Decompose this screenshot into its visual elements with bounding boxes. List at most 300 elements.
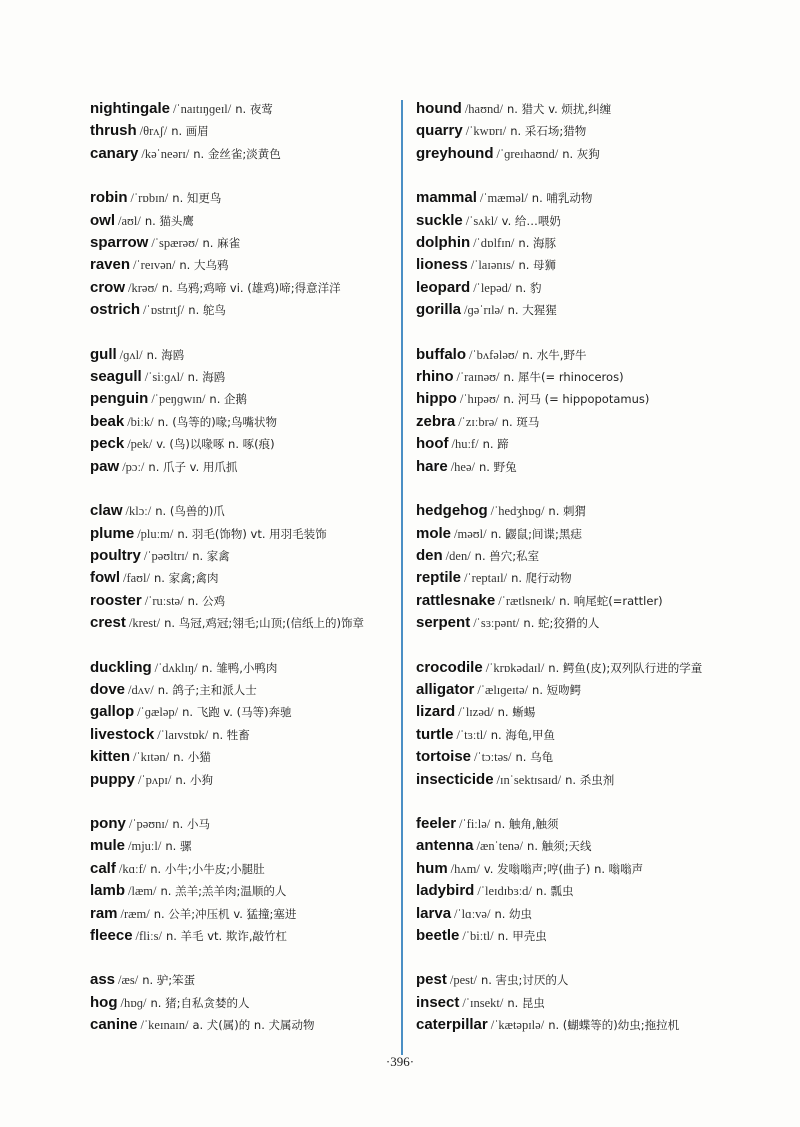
definition: n. 牲畜 [212, 727, 250, 742]
headword: rooster [90, 591, 142, 609]
dictionary-entry [90, 1014, 396, 1036]
column-divider [401, 100, 403, 1055]
headword: tortoise [416, 748, 472, 766]
definition: n. 鼹鼠;间谍;黑痣 [490, 526, 582, 541]
headword: pony [90, 814, 126, 832]
definition: n. 海鸥 [146, 347, 185, 362]
dictionary-entry [416, 433, 788, 455]
dictionary-entry [90, 880, 396, 902]
definition: n. (鸟兽的)爪 [155, 504, 225, 519]
headword: turtle [416, 725, 454, 743]
entry-group [416, 344, 788, 478]
phonetic: /ˈɪnsekt/ [462, 995, 504, 1010]
headword: sparrow [90, 234, 149, 252]
phonetic: /ɡʌl/ [119, 347, 143, 362]
phonetic: /pluːm/ [137, 526, 174, 541]
dictionary-entry [90, 567, 396, 589]
definition: n. 羽毛(饰物) vt. 用羽毛装饰 [177, 526, 327, 541]
phonetic: /klɔː/ [125, 504, 152, 519]
phonetic: /ˈkeɪnaɪn/ [140, 1018, 189, 1033]
dictionary-entry [90, 120, 396, 142]
phonetic: /haʊnd/ [464, 102, 503, 116]
definition: n. 羊毛 vt. 欺诈,敲竹杠 [165, 929, 287, 943]
phonetic: /mjuːl/ [128, 839, 162, 854]
headword: hedgehog [416, 502, 488, 520]
dictionary-entry [416, 567, 788, 589]
headword: hog [90, 993, 118, 1011]
dictionary-entry [416, 500, 788, 522]
headword: dolphin [416, 234, 471, 252]
definition: n. 爬行动物 [511, 571, 572, 586]
phonetic: /ˈælɪɡeɪtə/ [477, 682, 529, 697]
headword: rhino [416, 368, 454, 386]
phonetic: /ˈlaɪvstɒk/ [157, 727, 209, 742]
definition: n. 爪子 v. 用爪抓 [148, 459, 238, 474]
dictionary-entry [416, 724, 788, 746]
definition: n. 猪;自私贪婪的人 [150, 995, 250, 1010]
definition: n. 母狮 [518, 258, 557, 273]
phonetic: /krest/ [128, 616, 161, 631]
dictionary-entry [416, 210, 788, 232]
dictionary-entry [90, 366, 396, 388]
dictionary-entry [416, 835, 788, 857]
headword: insecticide [416, 770, 494, 788]
phonetic: /kɑːf/ [118, 861, 147, 876]
phonetic: /ˈrætlsneɪk/ [498, 593, 556, 608]
phonetic: /pest/ [449, 973, 477, 988]
headword: beetle [416, 927, 460, 944]
definition: n. 家禽;禽肉 [154, 571, 219, 586]
dictionary-entry [90, 769, 396, 791]
phonetic: /ræm/ [120, 906, 150, 921]
headword: nightingale [90, 100, 170, 117]
headword: quarry [416, 122, 463, 140]
dictionary-entry [90, 299, 396, 321]
phonetic: /ˈspærəʊ/ [151, 236, 199, 251]
dictionary-entry [416, 523, 788, 545]
phonetic: /ˈbʌfələʊ/ [469, 347, 519, 362]
phonetic: /θrʌʃ/ [139, 124, 168, 139]
phonetic: /ˈpʌpɪ/ [138, 772, 172, 787]
headword: hippo [416, 390, 457, 408]
definition: n. 小马 [172, 816, 210, 831]
phonetic: /ˈpeŋɡwɪn/ [151, 392, 206, 407]
phonetic: /ˈrɒbɪn/ [130, 191, 169, 206]
entry-group [90, 344, 396, 478]
headword: ostrich [90, 301, 141, 319]
dictionary-entry [416, 254, 788, 276]
headword: antenna [416, 837, 474, 855]
phonetic: /huːf/ [451, 437, 479, 452]
definition: n. 刺猬 [548, 504, 587, 519]
phonetic: /ˈkrɒkədaɪl/ [485, 660, 545, 675]
headword: hum [416, 859, 448, 877]
phonetic: /ˈhɪpəʊ/ [459, 392, 500, 407]
definition: n. 海豚 [518, 236, 557, 251]
phonetic: /ˈlaɪənɪs/ [470, 258, 515, 273]
headword: suckle [416, 211, 463, 229]
definition: n. 公羊;冲压机 v. 猛撞;塞进 [153, 906, 297, 921]
phonetic: /biːk/ [127, 414, 154, 429]
entry-group [90, 969, 396, 1036]
dictionary-entry [416, 299, 788, 321]
entry-group [416, 98, 788, 165]
dictionary-entry [90, 344, 396, 366]
dictionary-entry [90, 679, 396, 701]
headword: insect [416, 993, 460, 1011]
definition: n. 羔羊;羔羊肉;温顺的人 [160, 884, 287, 899]
phonetic: /ˈpəʊltrɪ/ [143, 548, 189, 563]
entry-group [416, 187, 788, 321]
definition: n. 小牛;小牛皮;小腿肚 [150, 861, 265, 876]
definition: n. 海龟,甲鱼 [490, 727, 556, 742]
dictionary-entry [416, 701, 788, 723]
headword: ladybird [416, 882, 475, 900]
definition: n. 麻雀 [202, 236, 241, 251]
definition: n. 兽穴;私室 [474, 548, 540, 563]
phonetic: /æs/ [118, 973, 139, 988]
definition: n. 响尾蛇(=rattler) [559, 593, 663, 608]
definition: n. 短吻鳄 [532, 682, 582, 697]
headword: canary [90, 144, 139, 162]
dictionary-entry [90, 523, 396, 545]
headword: fleece [90, 927, 133, 944]
definition: n. 鳄鱼(皮);双列队行进的学童 [548, 660, 703, 675]
entry-group [416, 969, 788, 1036]
definition: n. 哺乳动物 [531, 191, 593, 206]
phonetic: /pɔː/ [122, 459, 145, 474]
dictionary-entry [416, 277, 788, 299]
dictionary-entry [90, 969, 396, 991]
definition: n. 乌鸦;鸡啼 vi. (雄鸡)啼;得意洋洋 [161, 280, 341, 295]
headword: serpent [416, 614, 471, 632]
dictionary-entry [416, 769, 788, 791]
entry-group [90, 500, 396, 634]
headword: livestock [90, 725, 155, 743]
phonetic: /ˈɡæləp/ [137, 705, 179, 720]
phonetic: /læm/ [128, 884, 157, 899]
dictionary-entry [416, 612, 788, 634]
definition: n. 大乌鸦 [179, 258, 229, 273]
headword: zebra [416, 412, 456, 430]
headword: gorilla [416, 301, 462, 319]
headword: duckling [90, 658, 152, 676]
headword: hare [416, 457, 448, 475]
phonetic: /den/ [445, 548, 471, 563]
headword: alligator [416, 680, 475, 698]
definition: n. 公鸡 [187, 593, 226, 608]
dictionary-entry [90, 232, 396, 254]
definition: n. 鸽子;主和派人士 [157, 682, 257, 697]
phonetic: /hɒɡ/ [120, 995, 147, 1010]
headword: thrush [90, 122, 137, 140]
dictionary-entry [90, 545, 396, 567]
dictionary-entry [416, 388, 788, 410]
phonetic: /ˈɒstrɪtʃ/ [143, 303, 185, 318]
headword: gull [90, 345, 117, 363]
headword: canine [90, 1016, 138, 1034]
dictionary-entry [90, 388, 396, 410]
definition: v. (鸟)以喙啄 n. 啄(痕) [156, 437, 275, 452]
definition: n. 幼虫 [494, 906, 533, 921]
phonetic: /ˈbiːtl/ [462, 929, 494, 943]
headword: leopard [416, 278, 471, 296]
definition: a. 犬(属)的 n. 犬属动物 [192, 1018, 315, 1033]
dictionary-entry [90, 254, 396, 276]
dictionary-entry [416, 590, 788, 612]
phonetic: /hʌm/ [450, 861, 480, 876]
phonetic: /pek/ [127, 437, 153, 452]
dictionary-entry [416, 456, 788, 478]
headword: ram [90, 904, 118, 922]
phonetic: /ˈtɔːtəs/ [474, 750, 512, 765]
headword: peck [90, 435, 125, 453]
headword: larva [416, 904, 452, 922]
phonetic: /ˈleɪdɪbɜːd/ [477, 884, 532, 899]
definition: n. 雏鸭,小鸭肉 [201, 660, 278, 675]
phonetic: /ˈsiːɡʌl/ [144, 370, 184, 385]
headword: plume [90, 524, 135, 542]
dictionary-entry [416, 880, 788, 902]
entry-group [416, 500, 788, 634]
definition: n. 小猫 [173, 750, 211, 765]
phonetic: /ˈraɪnəʊ/ [456, 370, 500, 385]
definition: n. 犀牛(= rhinoceros) [503, 370, 624, 385]
headword: feeler [416, 814, 457, 832]
definition: n. 昆虫 [507, 995, 545, 1010]
phonetic: /ˈlɪzəd/ [458, 705, 494, 720]
definition: n. 猫头鹰 [144, 213, 194, 228]
dictionary-entry [416, 545, 788, 567]
headword: ass [90, 971, 116, 989]
headword: caterpillar [416, 1016, 488, 1034]
headword: puppy [90, 770, 135, 788]
phonetic: /krəʊ/ [128, 280, 158, 295]
phonetic: /ˈkætəpɪlə/ [490, 1018, 545, 1033]
dictionary-entry [90, 835, 396, 857]
dictionary-entry [90, 724, 396, 746]
dictionary-entry [416, 679, 788, 701]
phonetic: /ˈɡreɪhaʊnd/ [496, 146, 559, 161]
phonetic: /ˈmæməl/ [479, 191, 528, 206]
phonetic: /ˈsɜːpənt/ [473, 616, 520, 631]
headword: crow [90, 278, 126, 296]
phonetic: /ˈtɜːtl/ [456, 727, 487, 742]
headword: mule [90, 837, 126, 855]
definition: n. 触角,触须 [494, 816, 559, 831]
right-column [416, 98, 788, 1059]
definition: n. 夜莺 [235, 102, 273, 116]
phonetic: /ˈfiːlə/ [459, 816, 491, 831]
definition: n. 蛇;狡猾的人 [523, 616, 600, 631]
phonetic: /dʌv/ [128, 682, 154, 697]
headword: lioness [416, 256, 468, 274]
dictionary-entry [416, 366, 788, 388]
phonetic: /fliːs/ [135, 929, 162, 943]
entry-group [416, 657, 788, 791]
left-column [90, 98, 396, 1059]
entry-group [90, 98, 396, 165]
headword: mole [416, 524, 452, 542]
dictionary-entry [90, 903, 396, 925]
headword: dove [90, 680, 126, 698]
headword: calf [90, 859, 116, 877]
headword: reptile [416, 569, 462, 587]
dictionary-entry [90, 98, 396, 120]
definition: n. 飞跑 v. (马等)奔驰 [182, 705, 292, 720]
phonetic: /heə/ [450, 459, 475, 474]
headword: mammal [416, 189, 477, 207]
headword: claw [90, 502, 123, 520]
headword: hoof [416, 435, 449, 453]
headword: crocodile [416, 658, 483, 676]
dictionary-entry [90, 210, 396, 232]
dictionary-entry [90, 858, 396, 880]
headword: beak [90, 412, 125, 430]
phonetic: /ˈsʌkl/ [465, 213, 498, 228]
phonetic: /faʊl/ [123, 571, 150, 586]
dictionary-entry [90, 590, 396, 612]
dictionary-entry [90, 456, 396, 478]
headword: robin [90, 189, 128, 207]
dictionary-entry [416, 232, 788, 254]
definition: n. 鸵鸟 [188, 303, 226, 318]
definition: v. 发嗡嗡声;哼(曲子) n. 嗡嗡声 [483, 861, 644, 876]
dictionary-entry [90, 813, 396, 835]
dictionary-entry [416, 344, 788, 366]
dictionary-entry [416, 858, 788, 880]
dictionary-entry [416, 903, 788, 925]
definition: n. 蹄 [482, 437, 509, 452]
headword: hound [416, 100, 462, 117]
entry-group [416, 813, 788, 947]
definition: n. 野兔 [478, 459, 517, 474]
definition: n. 家禽 [192, 548, 230, 563]
dictionary-entry [90, 701, 396, 723]
definition: n. (蝴蝶等的)幼虫;拖拉机 [548, 1018, 680, 1033]
phonetic: /kəˈneərɪ/ [141, 146, 190, 161]
headword: gallop [90, 703, 135, 721]
definition: n. 杀虫剂 [565, 772, 615, 787]
dictionary-entry [416, 925, 788, 947]
phonetic: /ˈpəʊnɪ/ [128, 816, 169, 831]
dictionary-entry [416, 813, 788, 835]
headword: raven [90, 256, 131, 274]
dictionary-entry [416, 992, 788, 1014]
phonetic: /ˈlepəd/ [473, 280, 512, 295]
headword: greyhound [416, 144, 494, 162]
dictionary-entry [416, 411, 788, 433]
dictionary-entry [90, 500, 396, 522]
headword: seagull [90, 368, 142, 386]
dictionary-entry [90, 612, 396, 634]
definition: n. 瓢虫 [535, 884, 574, 899]
phonetic: /ˈruːstə/ [144, 593, 184, 608]
phonetic: /ˈkɪtən/ [133, 750, 170, 765]
phonetic: /ˈreɪvən/ [133, 258, 176, 273]
dictionary-entry [416, 746, 788, 768]
headword: rattlesnake [416, 591, 496, 609]
definition: n. 斑马 [501, 414, 540, 429]
definition: n. 灰狗 [562, 146, 600, 161]
definition: n. 知更鸟 [172, 191, 222, 206]
definition: n. 画眉 [171, 124, 209, 139]
dictionary-entry [416, 187, 788, 209]
definition: n. 河马 (= hippopotamus) [503, 392, 650, 407]
headword: lamb [90, 882, 126, 900]
headword: fowl [90, 569, 120, 587]
headword: crest [90, 614, 126, 632]
phonetic: /məʊl/ [454, 526, 487, 541]
dictionary-entry [416, 98, 788, 120]
phonetic: /ˈreptaɪl/ [464, 571, 508, 586]
headword: lizard [416, 703, 456, 721]
definition: n. 豹 [515, 280, 542, 295]
entry-group [90, 187, 396, 321]
phonetic: /ˈkwɒrɪ/ [465, 124, 507, 139]
phonetic: /ˈdʌklɪŋ/ [154, 660, 198, 675]
definition: n. 鸟冠,鸡冠;翎毛;山顶;(信纸上的)饰章 [164, 616, 364, 631]
dictionary-entry [90, 433, 396, 455]
headword: owl [90, 211, 115, 229]
phonetic: /ænˈtenə/ [476, 839, 524, 854]
headword: kitten [90, 748, 131, 766]
dictionary-entry [416, 143, 788, 165]
dictionary-entry [90, 277, 396, 299]
phonetic: /ˈlɑːvə/ [454, 906, 491, 921]
definition: n. 水牛,野牛 [522, 347, 587, 362]
definition: n. 海鸥 [187, 370, 226, 385]
dictionary-entry [90, 143, 396, 165]
definition: n. 害虫;讨厌的人 [480, 973, 569, 988]
dictionary-entry [90, 411, 396, 433]
headword: penguin [90, 390, 149, 408]
headword: buffalo [416, 345, 466, 363]
entry-group [90, 813, 396, 947]
headword: den [416, 546, 443, 564]
phonetic: /ˈhedʒhɒɡ/ [490, 504, 545, 519]
definition: n. 乌龟 [515, 750, 554, 765]
definition: n. 蜥蜴 [497, 705, 536, 720]
phonetic: /ˈdɒlfɪn/ [473, 236, 515, 251]
definition: n. 企鹅 [209, 392, 248, 407]
phonetic: /ˈnaɪtɪŋɡeɪl/ [173, 102, 232, 116]
definition: n. 大猩猩 [507, 303, 557, 318]
dictionary-entry [90, 746, 396, 768]
headword: pest [416, 971, 447, 989]
definition: n. 猎犬 v. 烦扰,纠缠 [506, 102, 612, 116]
phonetic: /ˈzɪːbrə/ [458, 414, 498, 429]
definition: n. 金丝雀;淡黄色 [193, 146, 281, 161]
dictionary-entry [90, 187, 396, 209]
dictionary-entry [90, 657, 396, 679]
definition: n. 甲壳虫 [497, 929, 547, 943]
page-number: ·396· [385, 1054, 415, 1069]
definition: n. 采石场;猎物 [510, 124, 587, 139]
headword: poultry [90, 546, 141, 564]
dictionary-entry [416, 1014, 788, 1036]
dictionary-entry [416, 120, 788, 142]
definition: n. 驴;笨蛋 [142, 973, 196, 988]
definition: n. 小狗 [175, 772, 213, 787]
dictionary-entry [90, 992, 396, 1014]
definition: n. (鸟等的)喙;鸟嘴状物 [157, 414, 278, 429]
dictionary-entry [416, 657, 788, 679]
dictionary-entry [90, 925, 396, 947]
phonetic: /aʊl/ [118, 213, 141, 228]
dictionary-entry [416, 969, 788, 991]
headword: paw [90, 457, 120, 475]
